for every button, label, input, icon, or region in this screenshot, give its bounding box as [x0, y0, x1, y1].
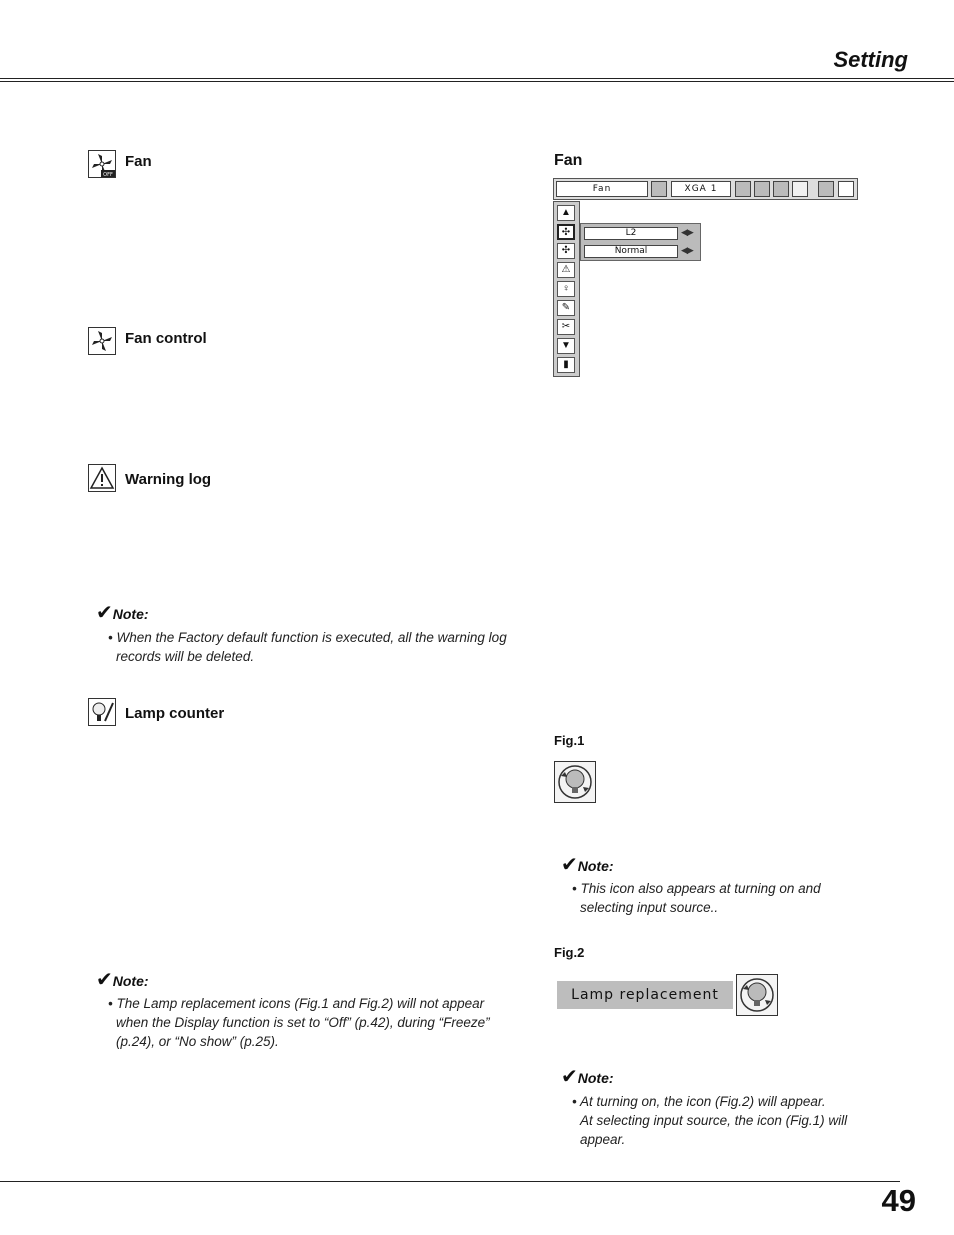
menu-tab-icon: [651, 181, 667, 197]
figure-label: Fig.1: [554, 733, 585, 748]
lamp-replacement-banner: Lamp replacement: [557, 981, 733, 1009]
fan-icon: [88, 327, 116, 355]
fan-control-value: Normal: [584, 245, 678, 258]
menu-tab-icon: [754, 181, 770, 197]
menu-item-name: Fan: [556, 181, 648, 197]
fan-off-icon: [88, 150, 116, 178]
lamp-icon: ♀: [557, 281, 575, 297]
section-title-fan: Fan: [125, 153, 152, 170]
warning-triangle-icon: [88, 464, 116, 492]
checkmark-icon: ✔: [561, 854, 578, 876]
lamp-pen-icon: [88, 698, 116, 726]
checkmark-icon: ✔: [561, 1066, 578, 1088]
note-heading: ✔Note:: [561, 1066, 614, 1088]
fan-control-icon: ✣: [557, 243, 575, 259]
menu-tab-icon: [735, 181, 751, 197]
scroll-down-icon: ▼: [557, 338, 575, 354]
header-rule-2: [0, 81, 954, 82]
setting-tab-icon: [838, 181, 854, 197]
lamp-replacement-icon: [554, 761, 596, 803]
note-text-fig2: • At turning on, the icon (Fig.2) will appear. At selecting input source, the icon (Fig.1) will appear.: [572, 1094, 848, 1147]
header-rule: [0, 78, 954, 79]
scroll-up-icon: ▲: [557, 205, 575, 221]
warning-triangle-icon: ⚠: [557, 262, 575, 278]
side-menu: [553, 201, 580, 377]
note-heading: ✔Note:: [561, 854, 614, 876]
input-source-label: XGA 1: [671, 181, 731, 197]
fan-icon: ✣: [557, 224, 575, 240]
lamp-replacement-icon: [736, 974, 778, 1016]
edit-icon: ✎: [557, 300, 575, 316]
section-title-warning-log: Warning log: [125, 471, 212, 488]
footer-rule: [0, 1181, 900, 1182]
exit-icon: ▮: [557, 357, 575, 373]
figure-label: Fig.2: [554, 945, 585, 960]
page-number: 49: [881, 1183, 916, 1218]
checkmark-icon: ✔: [96, 602, 113, 624]
menu-tab-icon: [773, 181, 789, 197]
left-right-arrows-icon: ◀▶: [681, 245, 693, 255]
note-text-lamp-counter: • The Lamp replacement icons (Fig.1 and Fig.2) will not appear when the Display function is set to “Off” (p.42), during “Freeze” (p.24), or “No show” (p.25).: [108, 996, 490, 1049]
fan-option-value: L2: [584, 227, 678, 240]
menu-bar: [553, 178, 858, 200]
menu-tab-icon: [792, 181, 808, 197]
note-text-warning-log: • When the Factory default function is executed, all the warning log records will be deleted.: [108, 630, 507, 664]
fan-options-panel: [580, 223, 701, 261]
page-title: Setting: [833, 47, 908, 72]
note-heading: ✔Note:: [96, 602, 149, 624]
section-title-lamp-counter: Lamp counter: [125, 705, 225, 722]
note-heading: ✔Note:: [96, 969, 149, 991]
svg-text:OFF: OFF: [103, 172, 113, 177]
fan-figure-heading: Fan: [554, 152, 583, 169]
checkmark-icon: ✔: [96, 969, 113, 991]
note-text-fig1: • This icon also appears at turning on and selecting input source..: [572, 881, 821, 915]
left-right-arrows-icon: ◀▶: [681, 227, 693, 237]
tools-icon: ✂: [557, 319, 575, 335]
section-title-fan-control: Fan control: [125, 330, 207, 347]
menu-tab-icon: [818, 181, 834, 197]
